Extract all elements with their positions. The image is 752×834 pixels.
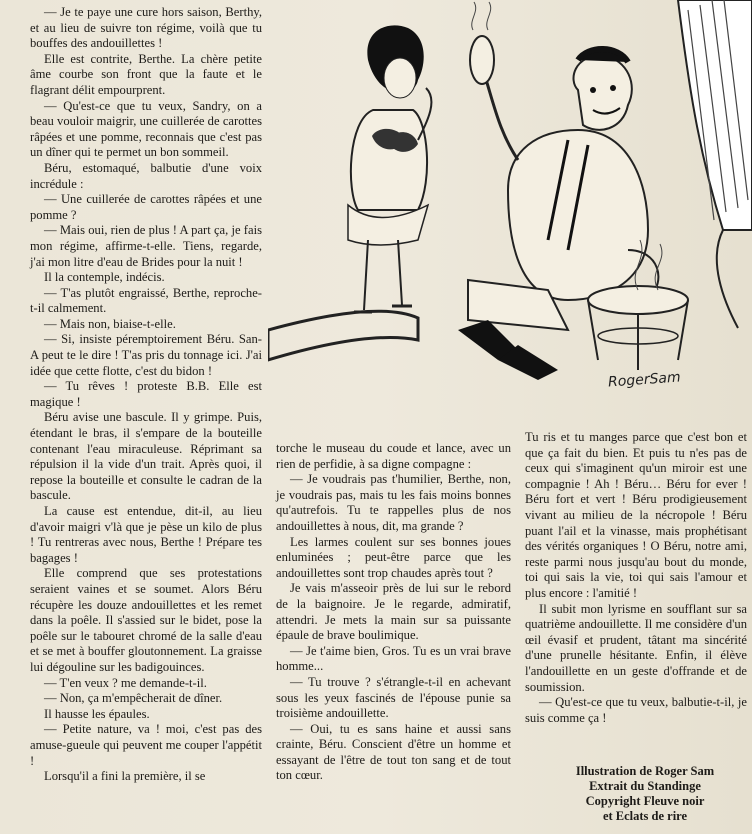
paragraph: — Je te paye une cure hors saison, Berthy, et au lieu de suivre ton régime, voilà que tu bouffes des andouillettes ! <box>30 5 262 51</box>
paragraph: — Tu rêves ! proteste B.B. Elle est magique ! <box>30 379 262 409</box>
paragraph: — Tu trouve ? s'étrangle-t-il en achevant sous les yeux fascinés de l'épouse punie sa troisième andouillette. <box>276 674 511 721</box>
article-column-left <box>30 5 262 785</box>
woman-figure <box>348 25 431 312</box>
article-column-right <box>525 430 747 726</box>
paragraph: — Si, insiste péremptoirement Béru. San-A peut te le dire ! T'as pris du tonnage ici. J'ai idée que cette flotte, c'est du bidon ! <box>30 332 262 378</box>
paragraph: Tu ris et tu manges parce que c'est bon et que ça fait du bien. Et puis tu n'es pas de ceux qui s'imaginent qu'un miroir est une compagnie ! Ah ! Béru… Béru for ever ! Béru fort et vert ! Béru prodigieusement vivant au milieu de la nécropole ! Béru puant l'ail et la vinasse, mais prophétisant des vérités organiques ! O Béru, notre ami, reste parmi nous jusqu'au bout du monde, toi qui sais la vie, toi qui sais l'amour et plus encore : l'amitié ! <box>525 430 747 600</box>
cartoon-drawing <box>268 0 752 428</box>
credits-block <box>540 764 750 824</box>
credit-line: Illustration de Roger Sam <box>575 764 715 778</box>
paragraph: Il hausse les épaules. <box>44 706 150 721</box>
paragraph: Béru avise une bascule. Il y grimpe. Puis, étendant le bras, il s'empare de la bouteille contenant l'eau miraculeuse. Réprimant sa répulsion il la vide d'un trait. Après quoi, il repose la bouteille et consulte le cadran de la bascule. <box>30 410 262 503</box>
article-column-middle <box>276 441 511 784</box>
paragraph: — Mais non, biaise-t-elle. <box>44 316 176 331</box>
paragraph: — Non, ça m'empêcherait de dîner. <box>44 691 223 706</box>
paragraph: La cause est entendue, dit-il, au lieu d'avoir maigri v'là que je pèse un kilo de plus ! Tu rentreras avec nous, Berthe ! Prépare tes bagages ! <box>30 504 262 565</box>
illustrator-signature: RogerSam <box>607 369 682 391</box>
paragraph: Il la contemple, indécis. <box>44 270 165 285</box>
paragraph: Elle est contrite, Berthe. La chère petite âme courbe son front que la faute et le flagrant délit empourprent. <box>30 51 262 97</box>
paragraph: — Mais oui, rien de plus ! A part ça, je fais mon régime, affirme-t-elle. Tiens, regarde, j'ai mon litre d'eau de Brides pour la nuit ! <box>30 223 262 269</box>
paragraph: — Qu'est-ce que tu veux, Sandry, on a beau vouloir maigrir, une cuillerée de carottes râpées et une pomme, reconnais que c'est pas un dîner qui te permet un bon sommeil. <box>30 98 262 160</box>
paragraph: Les larmes coulent sur ses bonnes joues enluminées ; peut-être parce que les andouillettes sont trop chaudes après tout ? <box>276 534 511 580</box>
paragraph: torche le museau du coude et lance, avec un rien de perfidie, à sa digne compagne : <box>276 441 511 471</box>
paragraph: — Une cuillerée de carottes râpées et une pomme ? <box>30 192 262 222</box>
paragraph: — T'en veux ? me demande-t-il. <box>44 675 207 690</box>
paragraph: — Je voudrais pas t'humilier, Berthe, non, je voudrais pas, mais tu les fais moins bonnes qu'autrefois. Tu te rappelles plus de nos andouillettes à nous, dit, ma grande ? <box>276 472 511 533</box>
paragraph: Je vais m'asseoir près de lui sur le rebord de la baignoire. Je le regarde, admiratif, attendri. Je mets la main sur sa puissante épaule de brave boulimique. <box>276 581 511 643</box>
cartoon-illustration <box>268 0 752 428</box>
credit-line: Copyright Fleuve noir <box>585 794 705 808</box>
credit-line: Extrait du Standinge <box>589 779 701 793</box>
paragraph: Béru, estomaqué, balbutie d'une voix incrédule : <box>30 160 262 191</box>
paragraph: Elle comprend que ses protestations seraient vaines et se soumet. Alors Béru récupère les douze andouillettes et les remet dans la poêle. Il s'assied sur le bidet, pose la poêle sur le tabouret chromé de la salle d'eau et se met à bouffer gloutonnement. La graisse lui dégouline sur les badigouinces. <box>30 566 262 674</box>
paragraph: — T'as plutôt engraissé, Berthe, reproche-t-il calmement. <box>30 285 262 316</box>
paragraph: Lorsqu'il a fini la première, il se <box>44 769 206 784</box>
curtain <box>678 0 752 230</box>
paragraph: — Oui, tu es sans haine et aussi sans crainte, Béru. Conscient d'être un homme et essayant de l'être de tout ton sang et de tout ton cœur. <box>276 721 511 783</box>
paragraph: — Je t'aime bien, Gros. Tu es un vrai brave homme... <box>276 643 511 674</box>
bathtub-edge <box>268 311 418 360</box>
paragraph: — Qu'est-ce que tu veux, balbutie-t-il, je suis comme ça ! <box>525 695 747 725</box>
paragraph: Il subit mon lyrisme en soufflant sur sa quatrième andouillette. Il me considère d'un œil évasif et prudent, tâtant ma sincérité d'une prunelle hésitante. Enfin, il élève l'andouillette en un geste d'offrande et de soumission. <box>525 601 747 694</box>
paragraph: — Petite nature, va ! moi, c'est pas des amuse-gueule qui peuvent me couper l'appétit ! <box>30 722 262 768</box>
credit-line: et Eclats de rire <box>602 809 688 823</box>
